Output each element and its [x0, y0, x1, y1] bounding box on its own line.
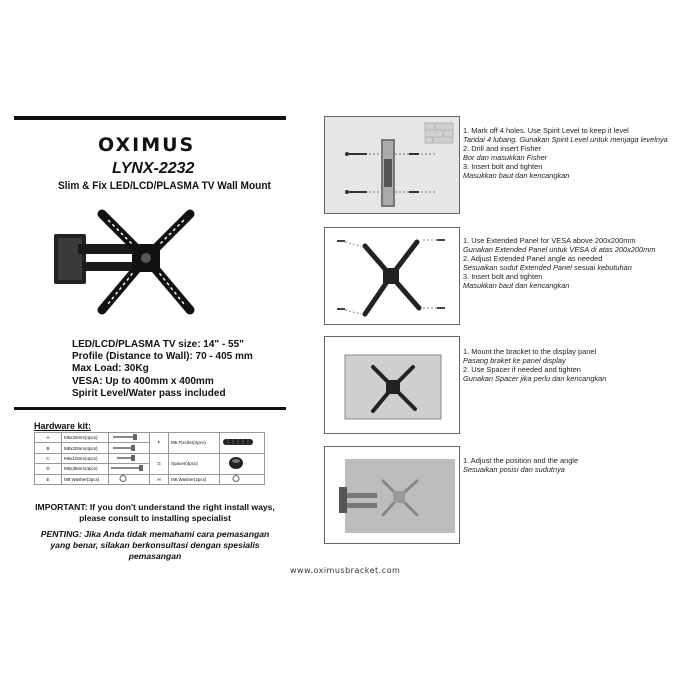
instruction-en: 1. Mount the bracket to the display panel [463, 347, 597, 356]
part-name: M8 Washer(2pcs) [62, 474, 109, 484]
instruction-en: 2. Use Spacer if needed and tighten [463, 365, 581, 374]
bolt-icon [111, 455, 141, 461]
washer-icon [111, 475, 141, 482]
step-1-illustration [324, 116, 460, 214]
part-code: D [35, 464, 62, 474]
spacer-icon [222, 456, 258, 470]
part-code: F [150, 433, 169, 454]
part-name: M5x38mm(4pcs) [62, 464, 109, 474]
part-name: Spacer(4pcs) [169, 453, 220, 474]
hardware-kit-table [34, 432, 265, 485]
important-note: IMPORTANT: If you don't understand the right install ways, please consult to installing specialist [35, 502, 275, 523]
table-row [35, 453, 265, 463]
spec-list [72, 339, 253, 400]
part-code: H [150, 474, 169, 484]
spec-profile: Profile (Distance to Wall): 70 - 405 mm [72, 351, 253, 363]
table-row [35, 433, 265, 443]
part-name: M6 Washer(2pcs) [169, 474, 220, 484]
step-1-instructions [463, 126, 668, 180]
table-row [35, 474, 265, 484]
middle-divider [14, 407, 286, 410]
part-code: G [150, 453, 169, 474]
instruction-en: 2. Drill and insert Fisher [463, 144, 542, 153]
step-2-illustration [324, 227, 460, 325]
instruction-id: Sesuaikan posisi dan sudutnya [463, 465, 565, 474]
instruction-id: Masukkan baut dan kencangkan [463, 281, 570, 290]
instruction-id: Gunakan Extended Panel untuk VESA di atas 200x200mm [463, 245, 656, 254]
part-code: B [35, 443, 62, 453]
instruction-id: Pasang braket ke panel display [463, 356, 566, 365]
instruction-en: 1. Adjust the position and the angle [463, 456, 579, 465]
spec-max-load: Max Load: 30Kg [72, 363, 149, 375]
instruction-en: 2. Adjust Extended Panel angle as needed [463, 254, 603, 263]
wall-mount-product-image [48, 198, 248, 338]
instruction-en: 1. Use Extended Panel for VESA above 200x200mm [463, 236, 636, 245]
hardware-kit-title: Hardware kit: [34, 421, 92, 431]
spec-spirit-level: Spirit Level/Water pass included [72, 387, 226, 399]
svg-text:OXIMUS: OXIMUS [98, 134, 196, 154]
penting-note: PENTING: Jika Anda tidak memahami cara pemasangan yang benar, silakan berkonsultasi dengan spesialis pemasangan [40, 529, 270, 561]
product-subtitle: Slim & Fix LED/LCD/PLASMA TV Wall Mount [58, 180, 271, 192]
part-name: M8x20mm(4pcs) [62, 443, 109, 453]
part-name: M6x10mm(4pcs) [62, 453, 109, 463]
instruction-en: 3. Insert bolt and tighten [463, 162, 543, 171]
bolt-icon [111, 434, 141, 440]
instruction-id: Sesuaikan sudut Extended Panel sesuai kebutuhan [463, 263, 632, 272]
bolt-icon [111, 445, 141, 451]
instruction-en: 3. Insert bolt and tighten [463, 272, 543, 281]
part-code: A [35, 433, 62, 443]
instruction-en: 1. Mark off 4 holes. Use Spirit Level to keep it level [463, 126, 629, 135]
spec-tv-size: LED/LCD/PLASMA TV size: 14" - 55" [72, 339, 244, 350]
step-4-instructions [463, 456, 578, 474]
oximus-logo-icon [98, 134, 202, 154]
part-code: E [35, 474, 62, 484]
top-divider [14, 116, 286, 120]
long-bolt-icon [111, 465, 145, 471]
wall-plug-icon [222, 438, 258, 446]
washer-icon [222, 475, 252, 482]
brand-logo [98, 134, 202, 154]
step-4-illustration [324, 446, 460, 544]
spec-vesa: VESA: Up to 400mm x 400mm [72, 375, 214, 387]
part-name: M6x20mm(4pcs) [62, 433, 109, 443]
instruction-id: Gunakan Spacer jika perlu dan kencangkan [463, 374, 607, 383]
instruction-id: Masukkan baut dan kencangkan [463, 171, 570, 180]
step-3-instructions [463, 347, 606, 383]
step-3-illustration [324, 336, 460, 434]
part-name: M5 Fischer(4pcs) [169, 433, 220, 454]
instruction-id: Tandai 4 lubang. Gunakan Spirit Level untuk menjaga levelnya [463, 135, 668, 144]
step-2-instructions [463, 236, 655, 290]
instruction-id: Bor dan masukkan Fisher [463, 153, 548, 162]
website-url[interactable]: www.oximusbracket.com [290, 566, 401, 575]
model-name: LYNX-2232 [112, 160, 195, 177]
part-code: C [35, 453, 62, 463]
